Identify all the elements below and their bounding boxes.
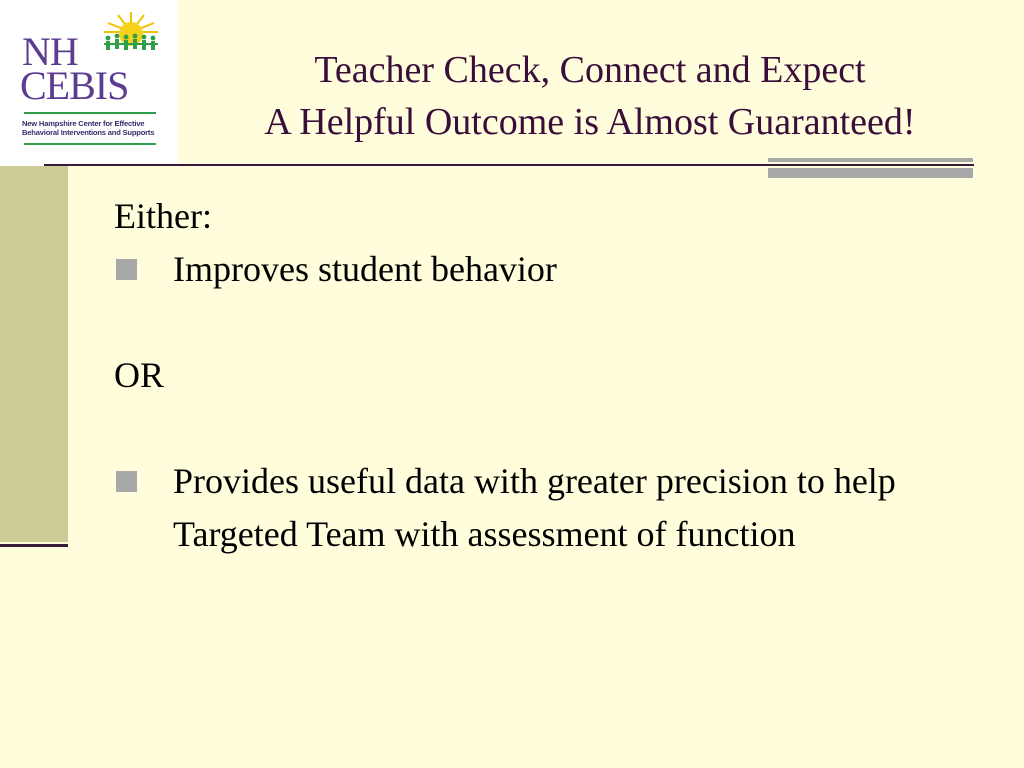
spacer — [114, 296, 994, 349]
bullet-text: Improves student behavior — [173, 249, 557, 289]
logo-divider-top — [24, 112, 156, 114]
slide-title-line-1: Teacher Check, Connect and Expect — [314, 49, 866, 91]
logo-cebis-text: CEBIS — [20, 63, 129, 108]
slide-title — [180, 44, 1000, 148]
spacer — [114, 402, 994, 455]
left-accent-rule — [0, 544, 68, 547]
bullet-text: Provides useful data with greater precision to help Targeted Team with assessment of function — [173, 461, 896, 554]
logo-tagline-line-1: New Hampshire Center for Effective — [22, 119, 145, 128]
bullet-item-provides — [114, 455, 994, 561]
logo-divider-bottom — [24, 143, 156, 145]
title-accent-stripe-thin — [768, 158, 973, 162]
title-divider — [44, 164, 974, 166]
bullet-item-improves — [114, 243, 994, 296]
square-bullet-icon — [116, 259, 137, 280]
slide-title-line-2: A Helpful Outcome is Almost Guaranteed! — [264, 101, 916, 143]
logo-tagline — [22, 119, 162, 137]
or-label: OR — [114, 355, 165, 395]
slide-body — [114, 190, 994, 561]
left-accent-bar — [0, 166, 68, 542]
title-accent-stripe-thick — [768, 168, 973, 178]
either-label: Either: — [114, 196, 212, 236]
nh-cebis-logo — [0, 0, 178, 166]
square-bullet-icon — [116, 471, 137, 492]
logo-tagline-line-2: Behavioral Interventions and Supports — [22, 128, 155, 137]
sun-with-people-icon — [100, 10, 162, 54]
logo-nh-text: NH — [22, 29, 78, 74]
